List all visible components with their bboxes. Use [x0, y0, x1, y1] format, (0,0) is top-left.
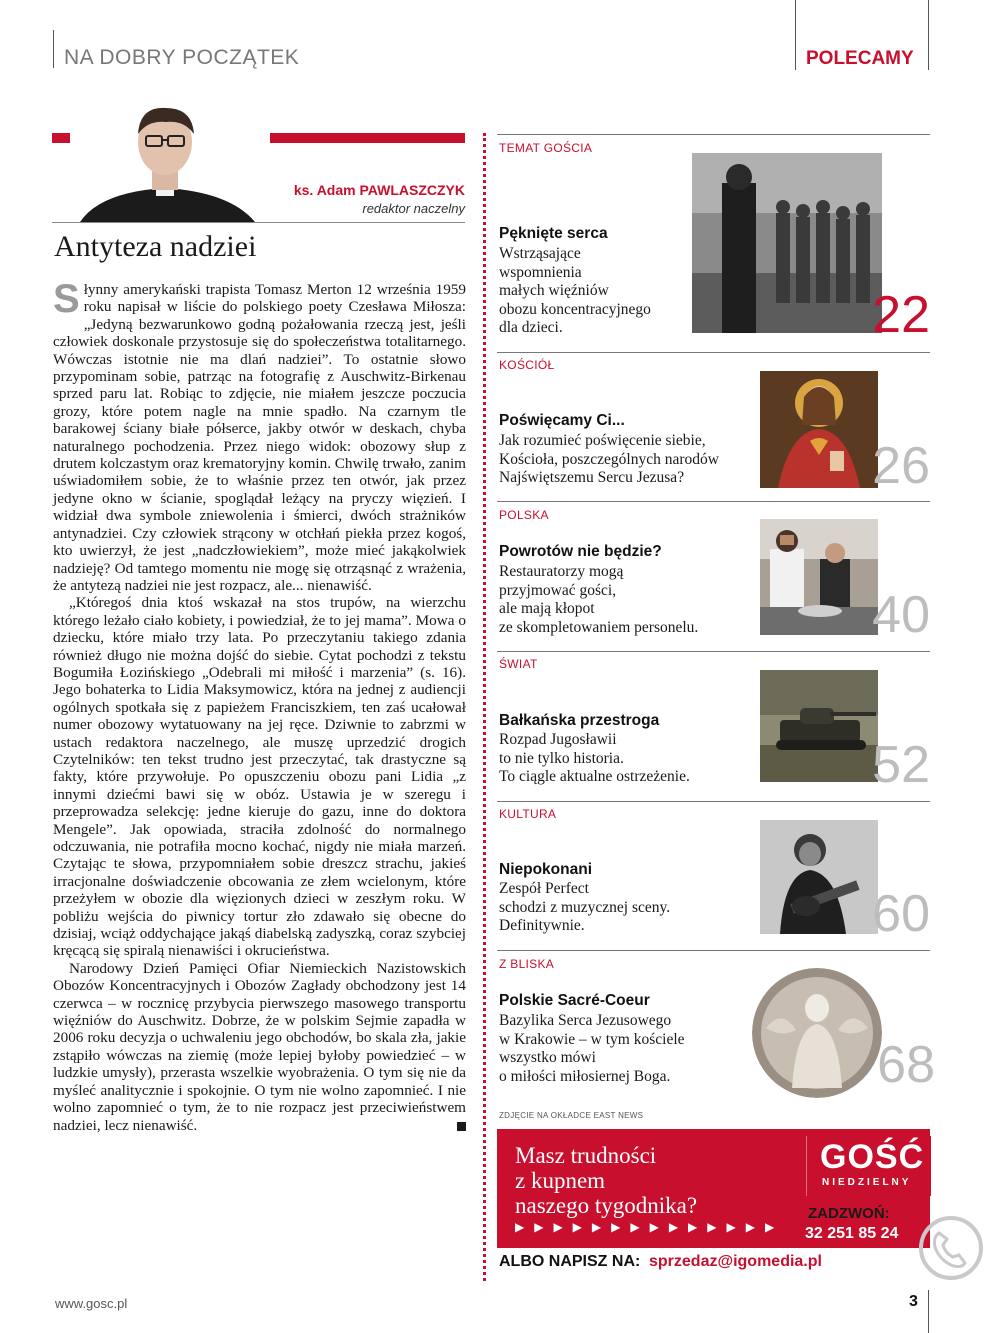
toc-desc-line: o miłości miłosiernej Boga.	[499, 1067, 671, 1085]
toc-separator	[497, 950, 930, 951]
toc-page-number[interactable]: 26	[872, 437, 930, 495]
toc-description	[499, 731, 690, 787]
toc-category: KULTURA	[499, 807, 557, 821]
toc-desc-line: To ciągle aktualne ostrzeżenie.	[499, 768, 690, 785]
toc-title: Niepokonani	[499, 861, 593, 878]
toc-page-number[interactable]: 60	[872, 885, 930, 943]
editorial-body	[53, 277, 466, 1134]
toc-desc-line: ale mają kłopot	[499, 600, 595, 617]
toc-desc-line: Definitywnie.	[499, 917, 585, 934]
toc-separator	[497, 651, 930, 652]
editorial-paragraph	[53, 277, 466, 594]
ad-phone-number[interactable]: 32 251 85 24	[805, 1225, 899, 1242]
toc-page-number[interactable]: 22	[872, 286, 930, 344]
toc-page-number[interactable]: 40	[872, 586, 930, 644]
header-left-rule	[53, 30, 54, 68]
ad-arrows: ▶▶▶▶▶▶▶▶▶▶▶▶▶▶	[515, 1220, 785, 1234]
toc-desc-line: przyjmować gości,	[499, 581, 617, 599]
column-divider	[483, 133, 486, 1281]
toc-page-number[interactable]: 68	[877, 1036, 935, 1094]
ad-write-label: ALBO NAPISZ NA:	[499, 1253, 641, 1270]
toc-title: Pęknięte serca	[499, 225, 608, 242]
footer-rule	[928, 1290, 929, 1333]
dropcap: S	[53, 277, 80, 321]
toc-title: Poświęcamy Ci...	[499, 412, 625, 429]
toc-separator	[497, 352, 930, 353]
page-number: 3	[909, 1293, 918, 1310]
paragraph-text: łynny amerykański trapista Tomasz Merton 12 września 1959 roku napisał w liście do polskiego poety Czesława Miłosza: „Jedyną bezwarunkowo godną pożałowania rzeczą jest, jeśli człowiek doskonale przystosuje się do społeczeństwa totalitarnego. Wówczas istotnie nie ma dlań nadziei”. To ostatnie słowo przypominam sobie, patrząc na fotografię z Auschwitz-Birkenau sprzed paru lat. Robiąc to zdjęcie, nie miałem jeszcze poczucia grozy, które potem nagle na mnie spadło. Na czarnym tle barakowej ściany białe półserce, jakby otwór w deskach, chyba naturalnego pochodzenia. Przez niego widok: obozowy słup z drutem kolczastym oraz krematoryjny komin. Chwilę trwało, zanim uświadomiłem sobie, że to właśnie przez ten otwór, jak przez jedyne okno w ścianie, spoglądał leżący na pryczy więzień. I widział dwa symbole zniewolenia i śmierci, dwóch strażników antynadziei. Czy człowiek strącony w otchłań piekła przez kogoś, kto uwierzył, że jest „nadczłowiekiem”, może mieć jakąkolwiek nadzieję? Od tamtego momentu nie mogę się otrząsnąć z wrażenia, że antytezą nadziei nie jest rozpacz, ale... nienawiść.	[53, 281, 466, 594]
toc-description	[499, 245, 651, 338]
toc-desc-line: wszystko mówi	[499, 1049, 596, 1066]
toc-description	[499, 880, 670, 936]
ad-headline-line: naszego tygodnika?	[515, 1193, 698, 1218]
phone-icon	[915, 1215, 987, 1281]
ad-headline-line: z kupnem	[515, 1168, 606, 1193]
header-right-rule	[795, 0, 796, 70]
logo-subtitle: NIEDZIELNY	[822, 1177, 912, 1188]
toc-category: ŚWIAT	[499, 657, 538, 671]
section-label: NA DOBRY POCZĄTEK	[64, 46, 300, 69]
toc-description	[499, 432, 719, 488]
toc-desc-line: obozu koncentracyjnego	[499, 300, 651, 318]
editorial-paragraph	[53, 594, 466, 960]
toc-desc-line: ze skompletowaniem personelu.	[499, 618, 699, 636]
ad-email-link[interactable]: sprzedaz@igomedia.pl	[649, 1253, 822, 1270]
cover-photo-credit: ZDJĘCIE NA OKŁADCE EAST NEWS	[499, 1111, 644, 1120]
toc-separator	[497, 134, 930, 135]
paragraph-text: „Któregoś dnia ktoś wskazał na stos trupów, na wierzchu którego leżało ciało kobiety, i powiedział, że to jej mama”. Mowa o dziecku, które miało trzy lata. Po przeczytaniu takiego zdania również długo nie można dojść do siebie. Cytat pochodzi z tekstu Bogumiła Łozińskiego „Odebrali mi miłość i marzenia” (s. 16). Jego bohaterka to Lidia Maksymowicz, która na jednej z audiencji ogólnych spotkała się z papieżem Franciszkiem, ten zaś ucałował numer obozowy wytatuowany na jej ręce. Dziwnie to zabrzmi w ustach redaktora naczelnego, ale muszę uprzedzić drogich Czytelników: ten tekst trudno jest przeczytać, tak drastyczne są fakty, które przywołuje. Po opuszczeniu obozu pani Lidia „z innymi dziećmi bawi się w obóz. Ustawia je w szeregu i przeprowadza selekcję: jedne kieruje do gazu, inne do doktora Mengele”. Jak opowiada, straciła zdolność do normalnego odczuwania, nie potrafiła mocno kochać, nigdy nie miała marzeń. Czytając te słowa, przypomniałem sobie dreszcz strachu, jakieś irracjonalne doświadczenie obcowania ze złem wcielonym, które przeżyłem w obozie dla więzionych dzieci w zeszłym roku. W pobliżu wejścia do piwnicy tortur zło zdawało się obecne do dzisiaj, wciąż oddychające jakąś diabelską zadyszką, coraz szybciej kręcącą się spiralą nienawiści i okrucieństwa.	[53, 594, 466, 960]
toc-desc-line: Bazylika Serca Jezusowego	[499, 1012, 672, 1029]
ad-call-label: ZADZWOŃ:	[808, 1205, 890, 1222]
footer-website-link[interactable]: www.gosc.pl	[55, 1296, 128, 1311]
toc-desc-line: schodzi z muzycznej sceny.	[499, 898, 671, 916]
toc-desc-line: Restauratorzy mogą	[499, 563, 624, 580]
toc-desc-line: Rozpad Jugosławii	[499, 731, 617, 748]
toc-desc-line: to nie tylko historia.	[499, 749, 624, 767]
author-role: redaktor naczelny	[362, 201, 465, 216]
toc-desc-line: Jak rozumieć poświęcenie siebie,	[499, 432, 706, 449]
toc-category: TEMAT GOŚCIA	[499, 141, 593, 155]
toc-category: Z BLISKA	[499, 957, 555, 971]
author-separator	[52, 222, 465, 223]
toc-category: POLSKA	[499, 508, 549, 522]
toc-desc-line: małych więźniów	[499, 282, 609, 299]
toc-page-number[interactable]: 52	[872, 736, 930, 794]
toc-separator	[497, 801, 930, 802]
toc-desc-line: Wstrząsające	[499, 245, 581, 262]
editorial-title: Antyteza nadziei	[54, 230, 257, 263]
toc-title: Polskie Sacré-Coeur	[499, 992, 650, 1009]
logo-text: GOŚĆ	[820, 1138, 925, 1176]
recommended-label: POLECAMY	[806, 48, 914, 69]
header-right-edge-rule	[928, 0, 929, 70]
ad-headline-line: Masz trudności	[515, 1143, 657, 1168]
toc-desc-line: w Krakowie – w tym kościele	[499, 1030, 685, 1048]
toc-description	[499, 1012, 685, 1086]
paragraph-text: Narodowy Dzień Pamięci Ofiar Niemieckich Nazistowskich Obozów Koncentracyjnych i Obozów Zagłady obchodzony jest 14 czerwca – w rocznicę przybycia pierwszego masowego transportu więźniów do Auschwitz. Dobrze, że w polskim Sejmie zapadła w 2006 roku decyzja o uchwaleniu jego obchodów, bo skala zła, jakie zstąpiło wówczas na ziemię (może lepiej byłoby powiedzieć – w ludzkie umysły), przerasta wszelkie wyobrażenia. O tym się nie da myśleć analitycznie i spokojnie. O tym nie wolno zapomnieć. I nie wolno zapomnieć o tym, że to nie rozpacz jest przeciwieństwem nadziei, lecz nienawiść.	[53, 959, 466, 1134]
toc-category: KOŚCIÓŁ	[499, 358, 555, 372]
toc-desc-line: dla dzieci.	[499, 319, 563, 336]
toc-description	[499, 563, 698, 637]
author-name: ks. Adam PAWLASZCZYK	[293, 182, 465, 198]
toc-separator	[497, 501, 930, 502]
author-photo	[70, 100, 270, 222]
ad-headline	[515, 1143, 697, 1218]
editorial-paragraph	[53, 960, 466, 1134]
toc-desc-line: Najświętszemu Sercu Jezusa?	[499, 469, 685, 486]
toc-title: Powrotów nie będzie?	[499, 543, 662, 560]
toc-desc-line: wspomnienia	[499, 263, 582, 281]
toc-title: Bałkańska przestroga	[499, 712, 660, 729]
end-of-article-mark	[457, 1122, 466, 1131]
toc-desc-line: Kościoła, poszczególnych narodów	[499, 450, 719, 468]
toc-desc-line: Zespół Perfect	[499, 880, 589, 897]
